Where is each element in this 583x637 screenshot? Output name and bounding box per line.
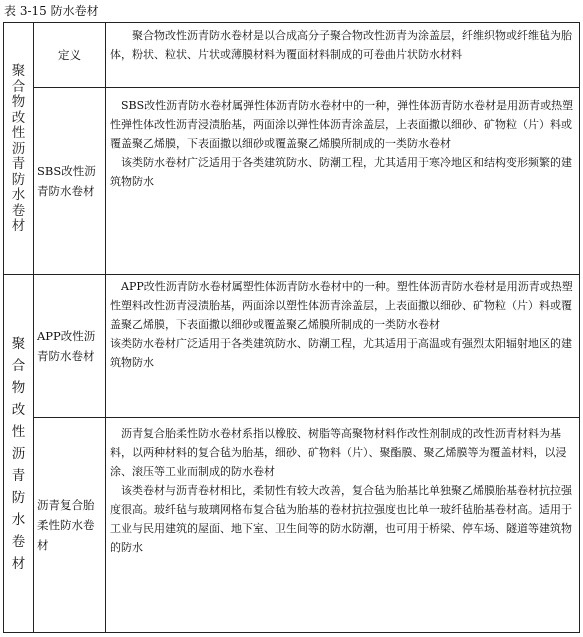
description-paragraph: 聚合物改性沥青防水卷材是以合成高分子聚合物改性沥青为涂盖层，纤维织物或纤维毡为胎体，粉状、粒状、片状或薄膜材料为覆面材料制成的可卷曲片状防水材料 bbox=[110, 29, 572, 61]
category-cell bbox=[4, 23, 34, 275]
row-name-app: APP改性沥青防水卷材 bbox=[34, 275, 106, 418]
waterproof-membrane-table bbox=[3, 22, 580, 633]
row-name-definition: 定义 bbox=[34, 23, 106, 88]
description-paragraph: APP改性沥青防水卷材属塑性体沥青防水卷材中的一种。塑性体沥青防水卷材是用沥青或热塑性塑料改性沥青浸渍胎基，两面涂以塑性体沥青涂盖层，上表面撒以细砂、矿物粒（片）料或覆盖聚乙烯膜，下表面撒以细砂或覆盖聚乙烯膜所制成的一类防水卷材 bbox=[110, 280, 573, 331]
description-paragraph: 该类防水卷材广泛适用于各类建筑防水、防潮工程，尤其适用于高温或有强烈太阳辐射地区的建筑物防水 bbox=[110, 337, 572, 369]
table-caption: 表 3-15 防水卷材 bbox=[4, 4, 99, 18]
description-paragraph: 沥青复合胎柔性防水卷材系指以橡胶、树脂等高聚物材料作改性剂制成的改性沥青材料为基料，以两种材料的复合毡为胎基，细砂、矿物料（片）、聚酯膜、聚乙烯膜等为覆盖材料，以浸涂、滚压等工业而制成的防水卷材 bbox=[110, 427, 567, 478]
row-name-composite: 沥青复合胎柔性防水卷材 bbox=[34, 418, 106, 633]
category-cell bbox=[4, 275, 34, 633]
category-label: 聚 合 物 改 性 沥 青 防 水 卷 材 bbox=[11, 63, 26, 235]
category-label: 聚 合 物 改 性 沥 青 防 水 卷 材 bbox=[11, 335, 26, 572]
description-paragraph: 该类防水卷材广泛适用于各类建筑防水、防潮工程，尤其适用于寒冷地区和结构变形频繁的建筑物防水 bbox=[110, 156, 572, 188]
description-paragraph: 该类卷材与沥青卷材相比，柔韧性有较大改善，复合毡为胎基比单独聚乙烯膜胎基卷材抗拉强度很高。玻纤毡与玻璃网格布复合毡为胎基的卷材抗拉强度也比单一玻纤毡胎基卷材高。适用于工业与民用建筑的屋面、地下室、卫生间等的防水防潮，也可用于桥梁、停车场、隧道等建筑物的防水 bbox=[110, 484, 572, 554]
row-description bbox=[106, 275, 580, 418]
row-name-sbs: SBS改性沥青防水卷材 bbox=[34, 88, 106, 275]
table-row bbox=[4, 88, 580, 275]
description-paragraph: SBS改性沥青防水卷材属弹性体沥青防水卷材中的一种，弹性体沥青防水卷材是用沥青或热塑性弹性体改性沥青浸渍胎基，两面涂以弹性体沥青涂盖层，上表面撒以细砂、矿物粒（片）料或覆盖聚乙烯膜，下表面撒以细砂或覆盖聚乙烯膜所制成的一类防水卷材 bbox=[110, 99, 574, 150]
row-description bbox=[106, 418, 580, 633]
table-row bbox=[4, 418, 580, 633]
row-description bbox=[106, 23, 580, 88]
row-description bbox=[106, 88, 580, 275]
table-row bbox=[4, 275, 580, 418]
table-row bbox=[4, 23, 580, 88]
